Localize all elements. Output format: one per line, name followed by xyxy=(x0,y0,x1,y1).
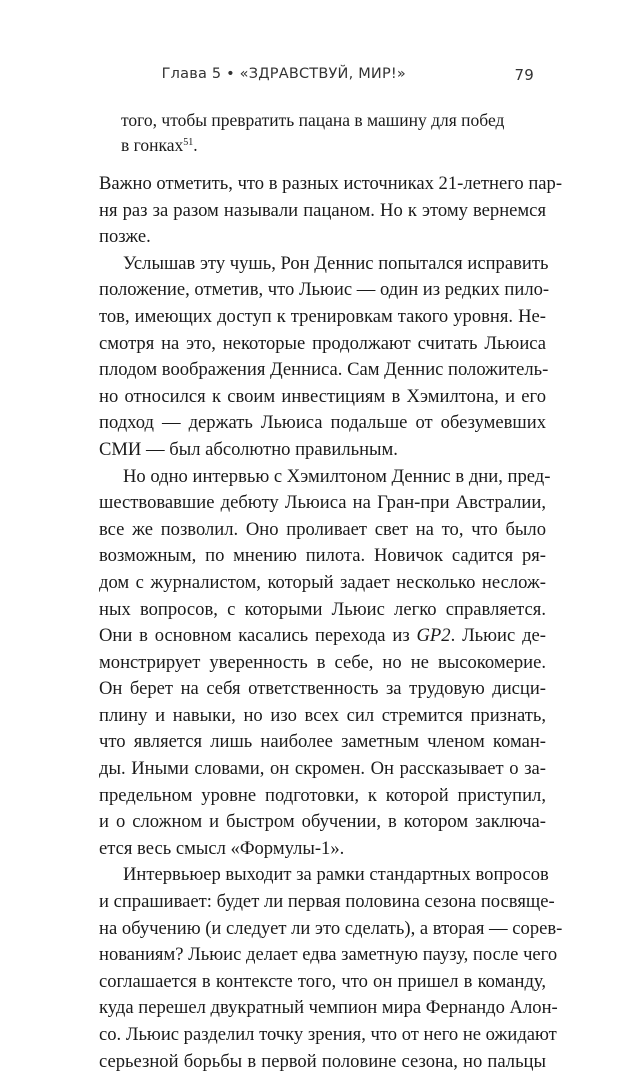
text-line: нованиям? Льюис делает едва заметную паузу, после чего xyxy=(99,944,558,966)
text-line: возможным, по мнению пилота. Новичок садится ря- xyxy=(99,545,546,567)
quote-text: . xyxy=(193,135,198,155)
text-line: смотря на это, некоторые продолжают считать Льюиса xyxy=(99,332,546,354)
quote-text: в гонках xyxy=(121,135,184,155)
quote-line: того, чтобы превратить пацана в машину для побед xyxy=(121,110,505,130)
text-line: на обучению (и следует ли это сделать), а вторая — сорев- xyxy=(99,917,563,939)
text-segment: . Льюис де- xyxy=(450,625,546,647)
text-line xyxy=(99,623,546,650)
text-line: положение, отметив, что Льюис — один из редких пило- xyxy=(99,279,550,301)
text-segment: Они в основном касались перехода из xyxy=(99,625,417,647)
text-line: ется весь смысл «Формулы-1». xyxy=(99,837,345,859)
text-line: соглашается в контексте того, что он пришел в команду, xyxy=(99,970,546,992)
text-line: плину и навыки, но изо всех сил стремится признать, xyxy=(99,704,546,726)
paragraph xyxy=(99,171,563,251)
text-line: Услышав эту чушь, Рон Деннис попытался исправить xyxy=(123,252,549,274)
paragraph xyxy=(99,464,551,863)
text-line: что является лишь наиболее заметным членом коман- xyxy=(99,731,546,753)
paragraph xyxy=(99,251,550,464)
text-line: ных вопросов, с которыми Льюис легко справляется. xyxy=(99,598,546,620)
body-text xyxy=(99,171,563,1075)
text-line: Но одно интервью с Хэмилтоном Деннис в дни, пред- xyxy=(123,465,551,487)
text-line: и о сложном и быстром обучении, в котором заключа- xyxy=(99,811,546,833)
text-line: все же позволил. Оно проливает свет на то, что было xyxy=(99,518,546,540)
quote-line xyxy=(121,133,531,158)
text-line: плодом воображения Денниса. Сам Деннис положитель- xyxy=(99,359,549,381)
text-line: со. Льюис разделил точку зрения, что от него не ожидают xyxy=(99,1024,557,1045)
text-line: подход — держать Льюиса подальше от обезумевших xyxy=(99,412,546,434)
text-line: Он берет на себя ответственность за трудовую дисци- xyxy=(99,678,546,700)
text-line: ды. Иными словами, он скромен. Он рассказывает о за- xyxy=(99,758,546,780)
text-line: предельном уровне подготовки, к которой приступил, xyxy=(99,784,546,806)
footnote-ref[interactable]: 51 xyxy=(183,137,194,148)
text-line: дом с журналистом, который задает несколько неслож- xyxy=(99,571,546,593)
italic-term: GP2 xyxy=(416,625,451,647)
text-line: куда перешел двукратный чемпион мира Фернандо Алон- xyxy=(99,997,558,1019)
text-line: ня раз за разом называли пацаном. Но к этому вернемся xyxy=(99,199,546,221)
text-line: монстрирует уверенность в себе, но не высокомерие. xyxy=(99,651,546,673)
text-line: Важно отметить, что в разных источниках 21-летнего пар- xyxy=(99,173,563,194)
text-line: тов, имеющих доступ к тренировкам такого уровня. Не- xyxy=(99,305,546,327)
text-line: позже. xyxy=(99,226,151,248)
text-line: шествовавшие дебюту Льюиса на Гран-при Австралии, xyxy=(99,492,546,514)
text-line: серьезной борьбы в первой половине сезона, но пальцы xyxy=(99,1050,546,1072)
text-line: СМИ — был абсолютно правильным. xyxy=(99,438,398,460)
page-number: 79 xyxy=(514,66,534,84)
paragraph xyxy=(99,862,563,1075)
text-line: но относился к своим инвестициям в Хэмилтона, и его xyxy=(99,385,546,407)
text-line: Интервьюер выходит за рамки стандартных вопросов xyxy=(123,864,549,886)
block-quote xyxy=(121,108,531,158)
text-line: и спрашивает: будет ли первая половина сезона посвяще- xyxy=(99,891,555,913)
chapter-title: Глава 5 • «ЗДРАВСТВУЙ, МИР!» xyxy=(161,66,406,82)
